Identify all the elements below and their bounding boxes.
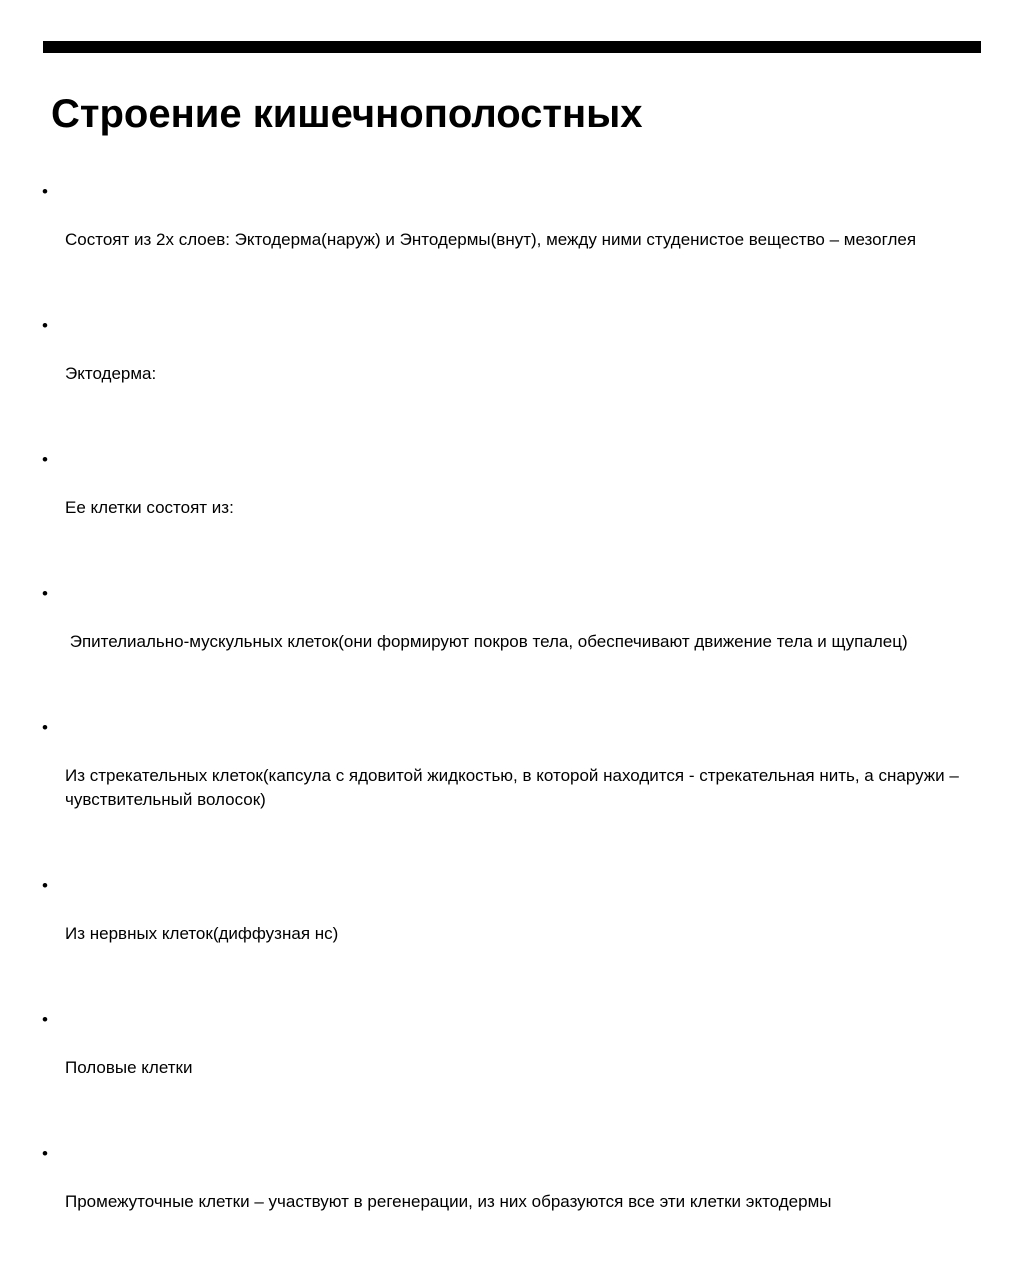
bullet-text: • Эктодерма:: [65, 364, 157, 383]
bullet-text: • Состоят из 2х слоев: Эктодерма(наруж) и Энтодермы(внут), между ними студенистое вещество – мезоглея: [65, 230, 917, 249]
bullet-item: [40, 180, 1000, 300]
bullet-item: [40, 448, 1000, 568]
bullet-item: [40, 582, 1000, 702]
bullet-text: • Промежуточные клетки – участвуют в регенерации, из них образуются все эти клетки эктодермы: [65, 1192, 832, 1211]
slide-title: Строение кишечнополостных: [51, 92, 643, 136]
bullet-text: • Из нервных клеток(диффузная нс): [65, 924, 339, 943]
bullet-list: [40, 180, 1000, 1276]
bullet-text: • Из стрекательных клеток(капсула с ядовитой жидкостью, в которой находится - стрекательная нить, а снаружи – чувствительный волосок): [65, 766, 964, 809]
bullet-item: [40, 1142, 1000, 1262]
bullet-text: • Эпителиально-мускульных клеток(они формируют покров тела, обеспечивают движение тела и щупалец): [65, 632, 908, 651]
bullet-item: [40, 1008, 1000, 1128]
bullet-item: [40, 874, 1000, 994]
bullet-text: • Половые клетки: [65, 1058, 193, 1077]
bullet-item: [40, 716, 1000, 860]
title-divider-bar: [43, 41, 981, 53]
bullet-text: • Ее клетки состоят из:: [65, 498, 234, 517]
bullet-item: [40, 314, 1000, 434]
